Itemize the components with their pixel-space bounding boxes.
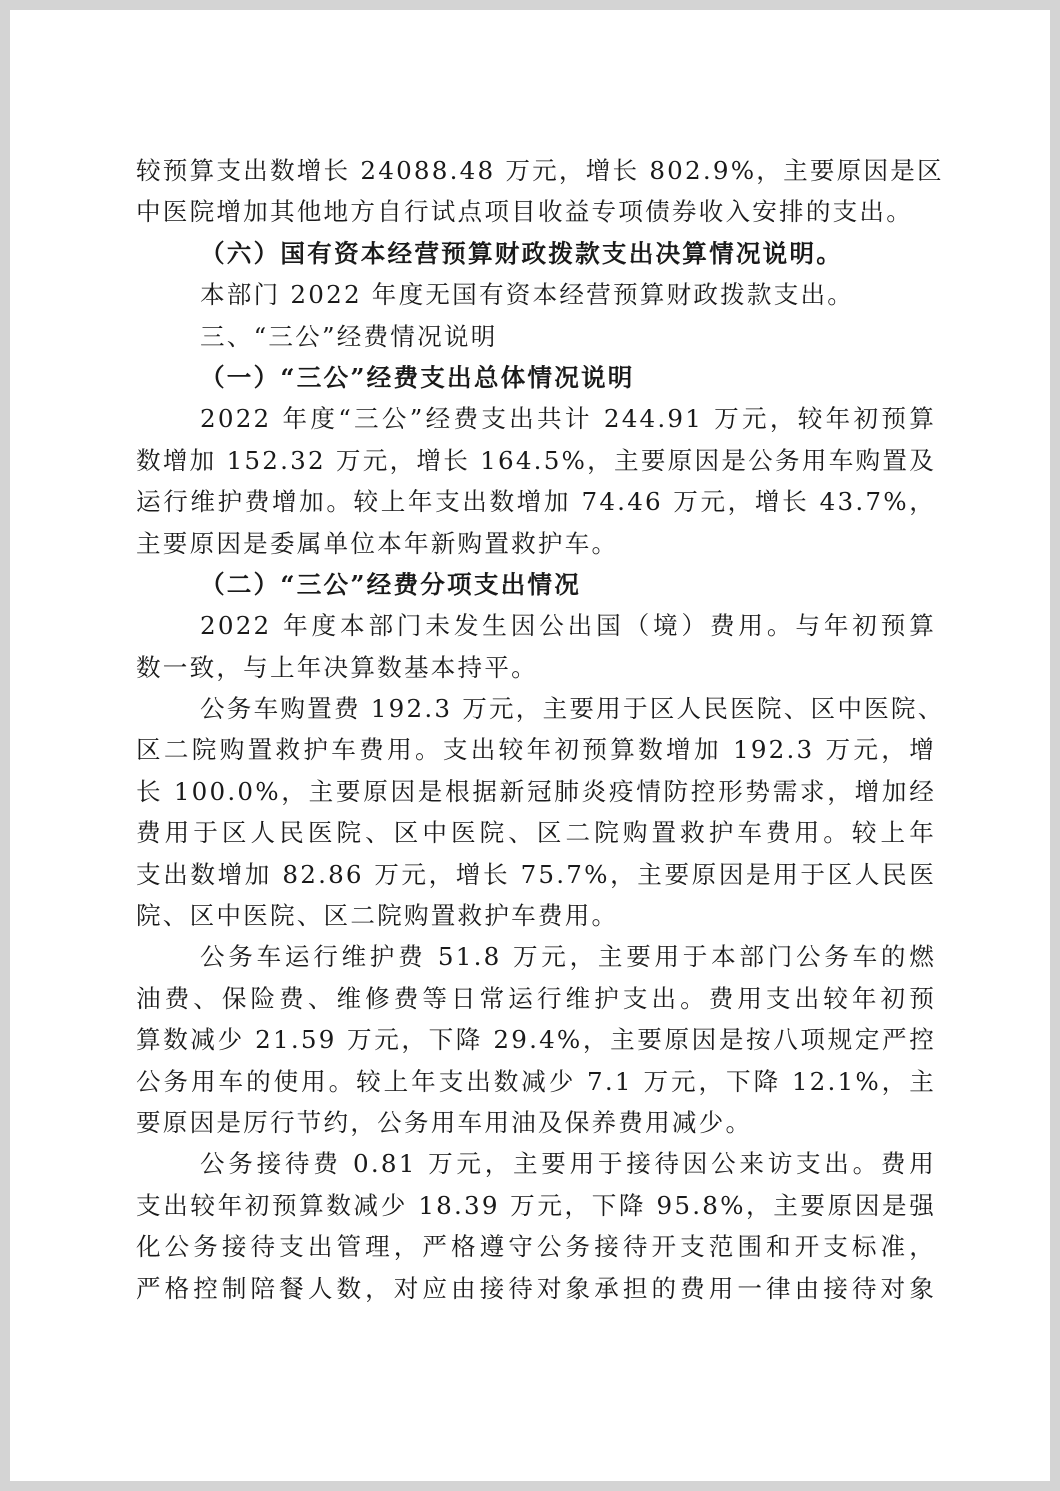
section-heading-line: （一）“三公”经费支出总体情况说明	[200, 362, 635, 392]
body-text-line: 数一致，与上年决算数基本持平。	[136, 652, 538, 682]
body-text-line: 区二院购置救护车费用。支出较年初预算数增加 192.3 万元，增	[136, 735, 936, 765]
body-text-line: 数增加 152.32 万元，增长 164.5%，主要原因是公务用车购置及	[136, 445, 936, 475]
body-text-line: 油费、保险费、维修费等日常运行维护支出。费用支出较年初预	[136, 983, 936, 1013]
body-text-line: 支出数增加 82.86 万元，增长 75.7%，主要原因是用于区人民医	[136, 859, 936, 889]
section-heading-line: （六）国有资本经营预算财政拨款支出决算情况说明。	[200, 238, 844, 268]
body-text-line: 化公务接待支出管理，严格遵守公务接待开支范围和开支标准，	[136, 1232, 936, 1262]
body-text-line: 支出较年初预算数减少 18.39 万元，下降 95.8%，主要原因是强	[136, 1190, 936, 1220]
document-page	[10, 10, 1050, 1481]
body-text-line: 2022 年度本部门未发生因公出国（境）费用。与年初预算	[200, 611, 936, 641]
document-body	[136, 150, 945, 1309]
body-text-line: 公务用车的使用。较上年支出数减少 7.1 万元，下降 12.1%，主	[136, 1066, 936, 1096]
body-text-line: 运行维护费增加。较上年支出数增加 74.46 万元，增长 43.7%，	[136, 487, 936, 517]
body-text-line: 较预算支出数增长 24088.48 万元，增长 802.9%，主要原因是区	[136, 156, 944, 185]
body-text-line: 算数减少 21.59 万元，下降 29.4%，主要原因是按八项规定严控	[136, 1025, 936, 1055]
body-text-line: 严格控制陪餐人数，对应由接待对象承担的费用一律由接待对象	[136, 1273, 936, 1303]
body-text-line: 中医院增加其他地方自行试点项目收益专项债券收入安排的支出。	[136, 197, 914, 227]
body-text-line: 要原因是厉行节约，公务用车用油及保养费用减少。	[136, 1107, 753, 1137]
body-text-line: 三、“三公”经费情况说明	[200, 321, 498, 351]
body-text-line: 公务车运行维护费 51.8 万元，主要用于本部门公务车的燃	[200, 942, 936, 972]
body-text-line: 主要原因是委属单位本年新购置救护车。	[136, 528, 619, 558]
body-text-line: 长 100.0%，主要原因是根据新冠肺炎疫情防控形势需求，增加经	[136, 776, 936, 806]
section-heading-line: （二）“三公”经费分项支出情况	[200, 569, 582, 599]
body-text-line: 公务车购置费 192.3 万元，主要用于区人民医院、区中医院、	[200, 694, 945, 724]
body-text-line: 院、区中医院、区二院购置救护车费用。	[136, 901, 619, 931]
body-text-line: 本部门 2022 年度无国有资本经营预算财政拨款支出。	[200, 280, 855, 310]
body-text-line: 2022 年度“三公”经费支出共计 244.91 万元，较年初预算	[200, 404, 936, 434]
body-text-line: 公务接待费 0.81 万元，主要用于接待因公来访支出。费用	[200, 1149, 936, 1179]
body-text-line: 费用于区人民医院、区中医院、区二院购置救护车费用。较上年	[136, 818, 936, 848]
